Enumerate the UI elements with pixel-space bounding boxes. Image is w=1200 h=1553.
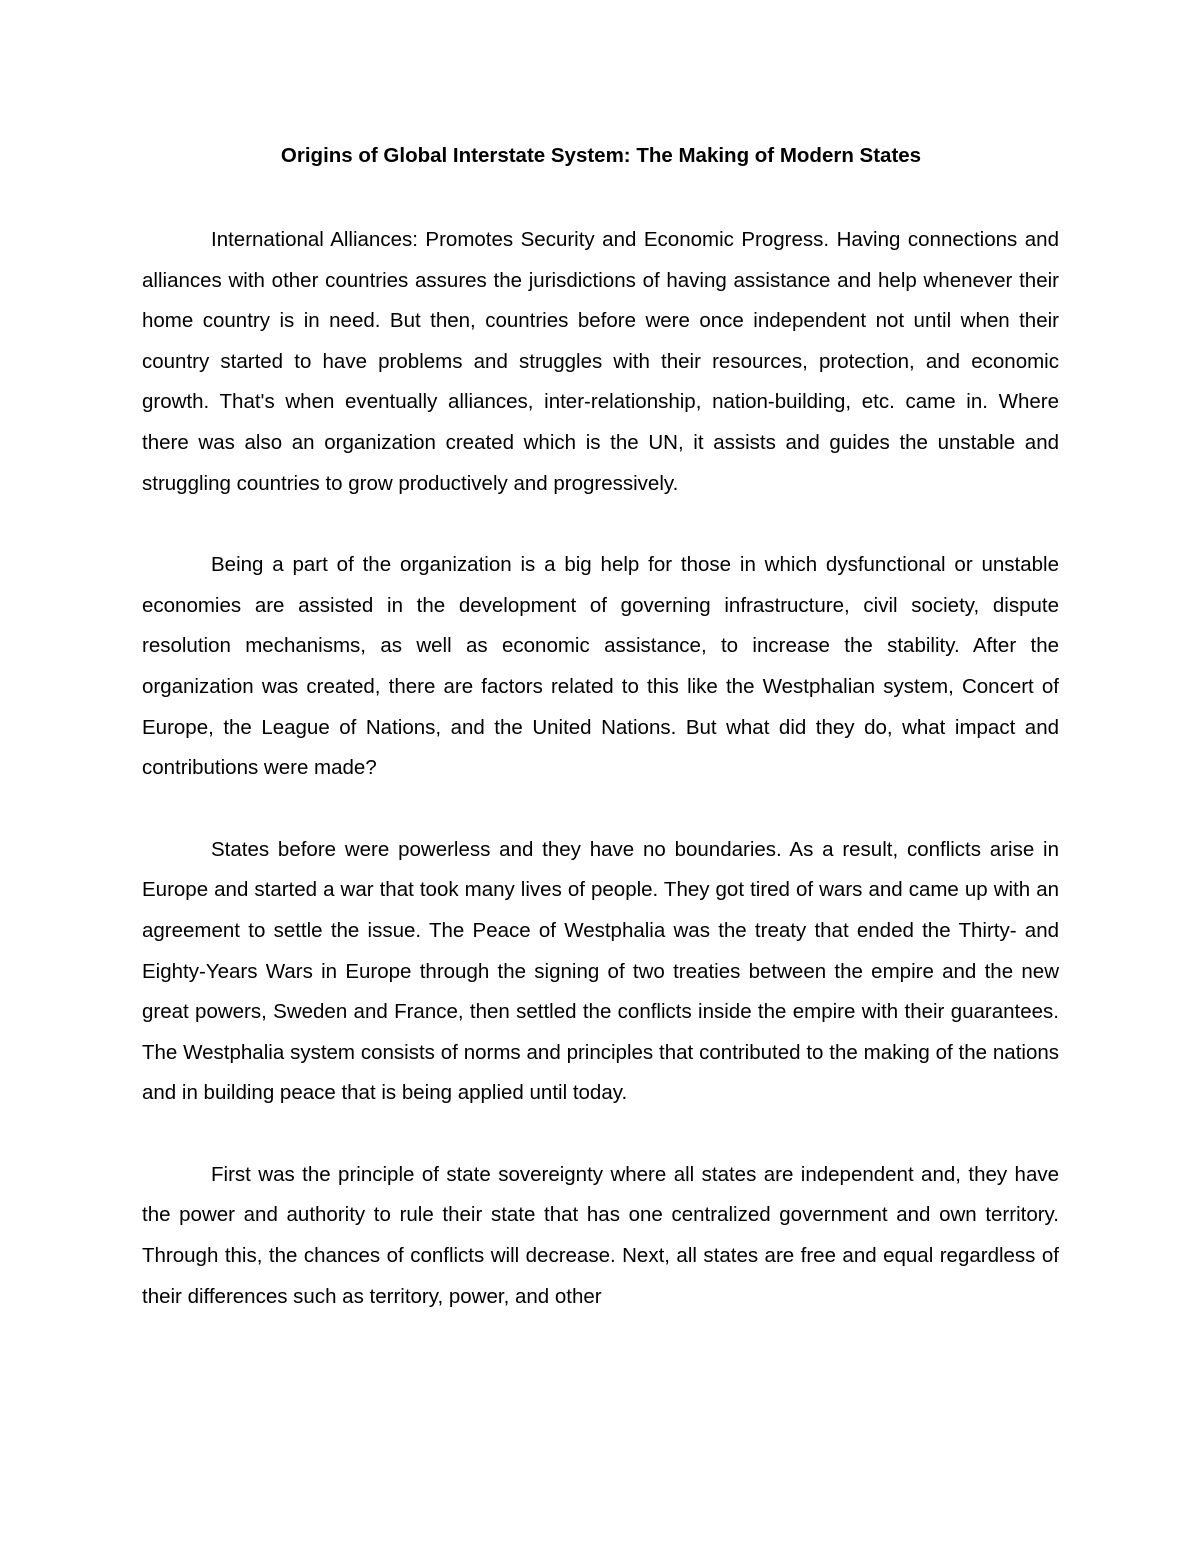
paragraph-international-alliances: International Alliances: Promotes Security and Economic Progress. Having connections and alliances with other countries assures the jurisdictions of having assistance and help whenever their home country is in need. But then, countries before were once independent not until when their country started to have problems and struggles with their resources, protection, and economic growth. That's when eventually alliances, inter-relationship, nation-building, etc. came in. Where there was also an organization created which is the UN, it assists and guides the unstable and struggling countries to grow productively and progressively.: [142, 228, 1059, 495]
document-title: Origins of Global Interstate System: The Making of Modern States: [280, 144, 922, 167]
paragraph-state-sovereignty: First was the principle of state sovereignty where all states are independent and, they have the power and authority to rule their state that has one centralized government and own territory. Through this, the chances of conflicts will decrease. Next, all states are free and equal regardless of their differences such as territory, power, and other: [142, 1162, 1059, 1308]
paragraph-organization-help: Being a part of the organization is a big help for those in which dysfunctional or unstable economies are assisted in the development of governing infrastructure, civil society, dispute resolution mechanisms, as well as economic assistance, to increase the stability. After the organization was created, there are factors related to this like the Westphalian system, Concert of Europe, the League of Nations, and the United Nations. But what did they do, what impact and contributions were made?: [142, 553, 1059, 780]
document-body: [142, 220, 1059, 1317]
paragraph-westphalia: States before were powerless and they have no boundaries. As a result, conflicts arise in Europe and started a war that took many lives of people. They got tired of wars and came up with an agreement to settle the issue. The Peace of Westphalia was the treaty that ended the Thirty- and Eighty-Years Wars in Europe through the signing of two treaties between the empire and the new great powers, Sweden and France, then settled the conflicts inside the empire with their guarantees. The Westphalia system consists of norms and principles that contributed to the making of the nations and in building peace that is being applied until today.: [142, 837, 1059, 1105]
